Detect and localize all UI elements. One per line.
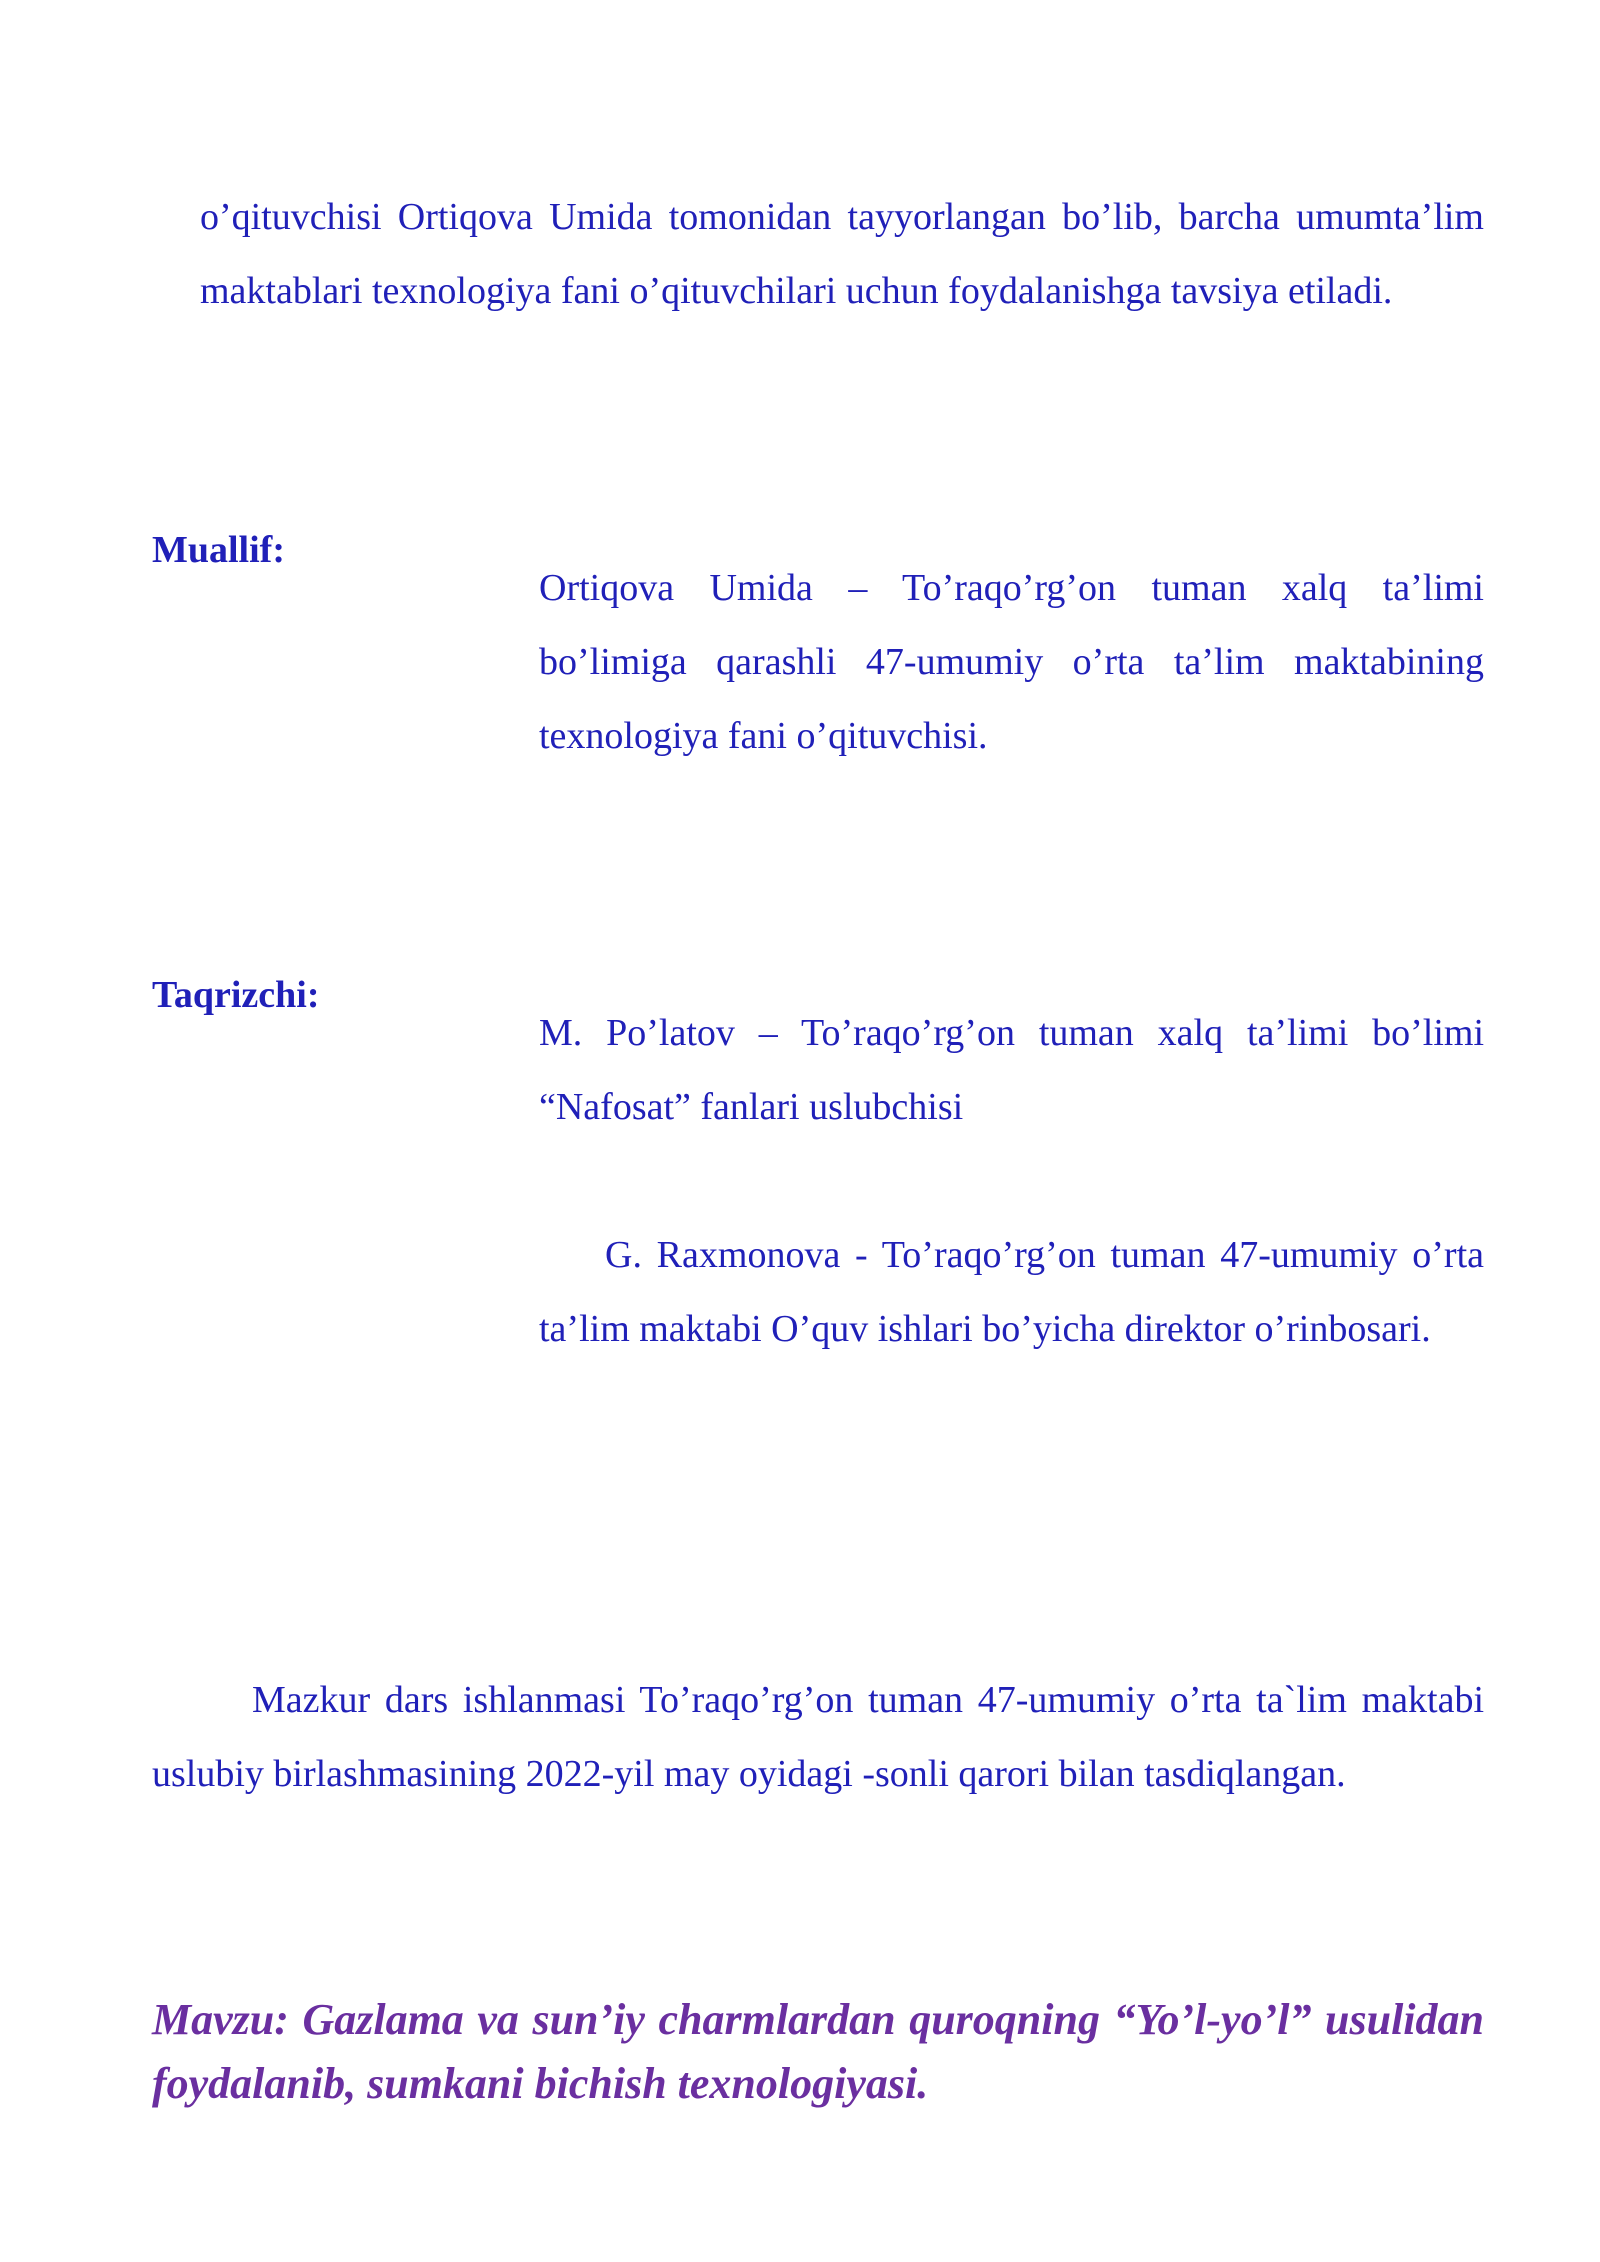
author-label: Muallif: <box>152 529 285 571</box>
reviewer-second: G. Raxmonova - To’raqo’rg’on tuman 47-umumiy o’rta ta’lim maktabi O’quv ishlari bo’yicha direktor o’rinbosari. <box>539 1234 1484 1350</box>
intro-paragraph: o’qituvchisi Ortiqova Umida tomonidan tayyorlangan bo’lib, barcha umumta’lim maktablari texnologiya fani o’qituvchilari uchun foydalanishga tavsiya etiladi. <box>200 196 1484 312</box>
approval-paragraph: Mazkur dars ishlanmasi To’raqo’rg’on tuman 47-umumiy o’rta ta`lim maktabi uslubiy birlashmasining 2022-yil may oyidagi -sonli qarori bilan tasdiqlangan. <box>152 1679 1484 1795</box>
reviewer-first: M. Po’latov – To’raqo’rg’on tuman xalq ta’limi bo’limi “Nafosat” fanlari uslubchisi <box>539 1012 1484 1128</box>
reviewer-label: Taqrizchi: <box>152 974 320 1016</box>
author-description: Ortiqova Umida – To’raqo’rg’on tuman xalq ta’limi bo’limiga qarashli 47-umumiy o’rta ta’lim maktabining texnologiya fani o’qituvchisi. <box>539 567 1484 757</box>
topic-heading: Mavzu: Gazlama va sun’iy charmlardan quroqning “Yo’l-yo’l” usulidan foydalanib, sumkani bichish texnologiyasi. <box>152 1995 1484 2108</box>
